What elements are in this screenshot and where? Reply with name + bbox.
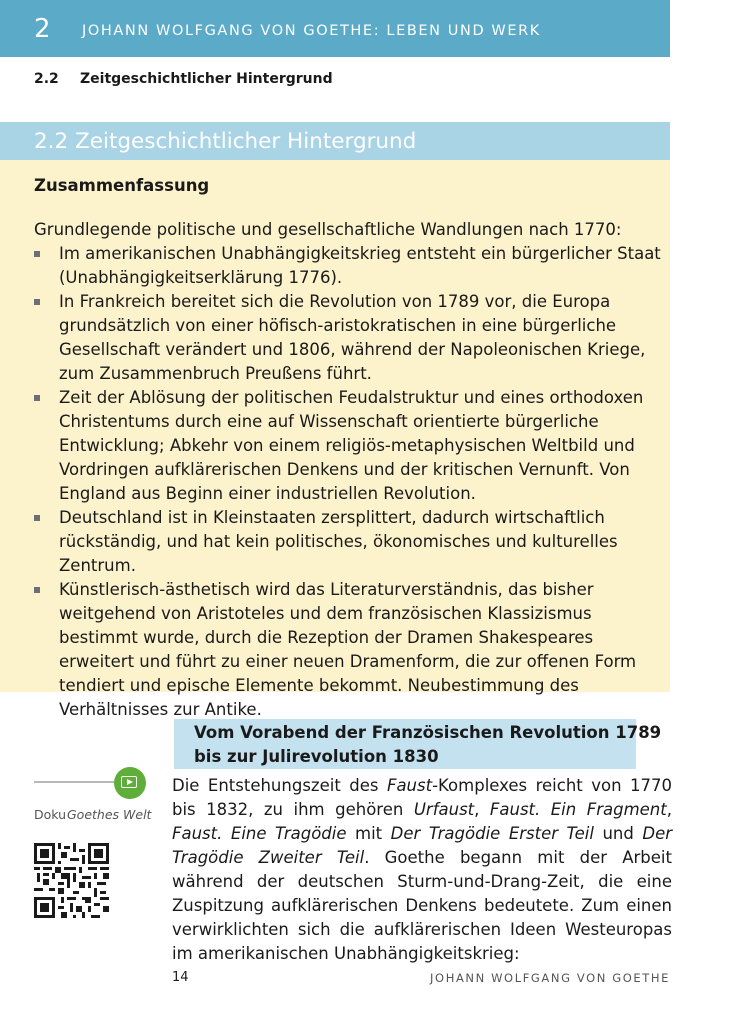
subsection-heading-line2: bis zur Julirevolution 1830 — [194, 747, 439, 766]
page-number: 14 — [172, 970, 189, 985]
summary-heading: Zusammenfassung — [34, 176, 210, 195]
bullet-square-icon — [34, 395, 40, 401]
summary-bullet: In Frankreich bereitet sich die Revolution von 1789 vor, die Europa grundsätzlich von einer höfisch-aristokratischen in eine bürgerliche Gesellschaft verändert und 1806, während der Napoleonischen Kriege, zum Zusammenbruch Preußens führt. — [34, 290, 664, 386]
video-play-icon[interactable] — [114, 767, 146, 799]
summary-bullet-list — [34, 242, 664, 722]
work-title: Faust. Eine Tragödie — [172, 824, 347, 843]
qr-code-icon[interactable] — [34, 843, 109, 918]
running-head-number: 2.2 — [34, 71, 59, 87]
sidebar-rule — [34, 781, 118, 783]
play-triangle-shape — [127, 779, 133, 785]
work-title: Der Tragödie Erster Teil — [390, 824, 594, 843]
bullet-square-icon — [34, 299, 40, 305]
summary-bullet: Künstlerisch-ästhetisch wird das Literaturverständnis, das bisher weitgehend von Aristoteles und dem französischen Klassizismus bestimmt wurde, durch die Rezeption der Dramen Shakespeares erweitert und führt zu einer neuen Dramenform, die zur offenen Form tendiert und epische Elemente bekommt. Neubestimmung des Verhältnisses zur Antike. — [34, 578, 664, 722]
chapter-title: JOHANN WOLFGANG VON GOETHE: LEBEN UND WERK — [82, 23, 541, 39]
work-title: Faust — [386, 776, 433, 795]
body-paragraph: Die Entstehungszeit des Faust-Komplexes reicht von 1770 bis 1832, zu ihm gehören Urfaust, Faust. Ein Fragment, Faust. Eine Tragödie mit Der Tragödie Erster Teil und Der Tragödie Zweiter Teil. Goethe begann mit der Arbeit während der deutschen Sturm-und-Drang-Zeit, die eine Zuspitzung aufklärerischen Denkens bedeutete. Zum einen verwirklichten sich die aufklärerischen Ideen Westeuropas im amerikanischen Unabhängigkeitskrieg: — [172, 776, 673, 963]
work-title: Der Tragödie Zweiter Teil — [172, 824, 672, 867]
bullet-square-icon — [34, 587, 40, 593]
summary-bullet: Deutschland ist in Kleinstaaten zersplittert, dadurch wirtschaftlich rückständig, und hat kein politisches, ökonomisches und kulturelles Zentrum. — [34, 506, 664, 578]
section-title: 2.2 Zeitgeschichtlicher Hintergrund — [34, 129, 417, 154]
summary-body — [34, 218, 664, 722]
chapter-number: 2 — [34, 14, 51, 44]
running-head — [34, 71, 333, 87]
work-title: Faust. Ein Fragment — [489, 800, 667, 819]
subsection-heading — [194, 721, 661, 769]
work-title: Urfaust — [413, 800, 475, 819]
summary-bullet: Im amerikanischen Unabhängigkeitskrieg entsteht ein bürgerlicher Staat (Unabhängigkeitserklärung 1776). — [34, 242, 664, 290]
running-foot: JOHANN WOLFGANG VON GOETHE — [430, 971, 670, 985]
bullet-square-icon — [34, 515, 40, 521]
subsection-heading-line1: Vom Vorabend der Französischen Revolution 1789 — [194, 723, 662, 742]
summary-intro: Grundlegende politische und gesellschaftliche Wandlungen nach 1770: — [34, 220, 622, 239]
bullet-square-icon — [34, 251, 40, 257]
video-link-label[interactable]: Doku Goethes Welt — [34, 807, 152, 822]
summary-bullet: Zeit der Ablösung der politischen Feudalstruktur und eines orthodoxen Christentums durch eine auf Wissenschaft orientierte bürgerliche Entwicklung; Abkehr von einem religiös-metaphysischen Weltbild und Vordringen aufklärerischen Denkens und der kritischen Vernunft. Von England aus Beginn einer industriellen Revolution. — [34, 386, 664, 506]
video-link-title: Goethes Welt — [67, 807, 152, 822]
running-head-title: Zeitgeschichtlicher Hintergrund — [80, 71, 333, 87]
